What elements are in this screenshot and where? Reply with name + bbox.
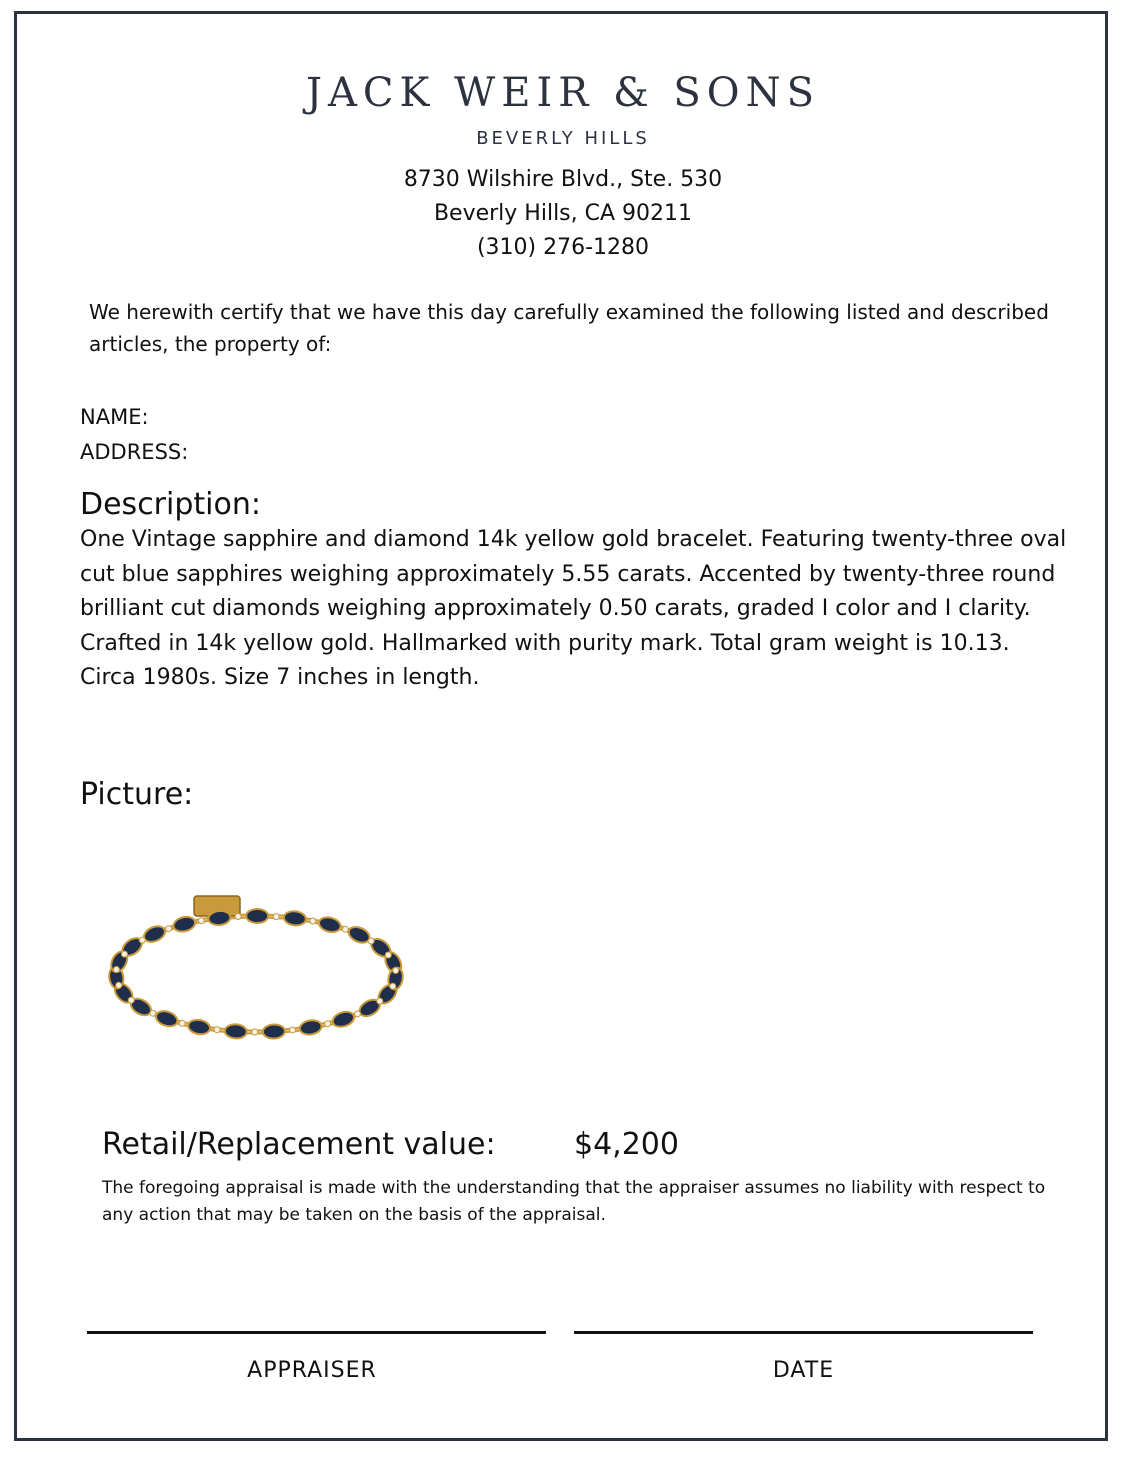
brand-location: BEVERLY HILLS bbox=[476, 128, 650, 149]
diamond-stone bbox=[198, 918, 204, 924]
diamond-stone bbox=[290, 1027, 296, 1033]
diamond-stone bbox=[150, 1010, 156, 1016]
diamond-stone bbox=[139, 937, 145, 943]
diamond-stone bbox=[325, 1021, 331, 1027]
phone-number: (310) 276-1280 bbox=[476, 235, 650, 260]
diamond-stone bbox=[116, 982, 122, 988]
diamond-stone bbox=[235, 914, 241, 920]
sapphire-stone bbox=[187, 1018, 211, 1036]
diamond-stone bbox=[214, 1027, 220, 1033]
value-label: Retail/Replacement value: bbox=[102, 1127, 496, 1162]
diamond-stone bbox=[342, 926, 348, 932]
appraiser-label: APPRAISER bbox=[247, 1358, 377, 1383]
value-amount: $4,200 bbox=[574, 1127, 679, 1162]
bracelet-photo bbox=[98, 882, 414, 1052]
diamond-stone bbox=[393, 968, 399, 974]
sapphire-stone bbox=[224, 1024, 247, 1039]
diamond-stone bbox=[252, 1029, 258, 1035]
diamond-stone bbox=[179, 1020, 185, 1026]
diamond-stone bbox=[273, 914, 279, 920]
name-label: NAME: bbox=[80, 405, 149, 429]
date-signature-line bbox=[574, 1331, 1033, 1334]
sapphire-stone bbox=[246, 909, 268, 923]
appraiser-signature-line bbox=[87, 1331, 546, 1334]
diamond-stone bbox=[310, 918, 316, 924]
diamond-stone bbox=[128, 997, 134, 1003]
diamond-stone bbox=[390, 983, 396, 989]
picture-heading: Picture: bbox=[80, 777, 194, 812]
sapphire-stone bbox=[142, 923, 168, 945]
address-label: ADDRESS: bbox=[80, 440, 189, 464]
diamond-stone bbox=[368, 938, 374, 944]
sapphire-stone bbox=[331, 1009, 356, 1029]
certification-statement: We herewith certify that we have this day carefully examined the following listed and described articles, the property of: bbox=[89, 300, 1049, 356]
sapphire-stone bbox=[299, 1019, 323, 1037]
diamond-stone bbox=[377, 998, 383, 1004]
sapphire-stone bbox=[283, 910, 307, 927]
diamond-stone bbox=[113, 967, 119, 973]
diamond-stone bbox=[166, 926, 172, 932]
address-line-1: 8730 Wilshire Blvd., Ste. 530 bbox=[403, 167, 723, 192]
date-label: DATE bbox=[772, 1358, 835, 1383]
sapphire-stone bbox=[154, 1009, 179, 1029]
sapphire-stone bbox=[263, 1024, 286, 1039]
diamond-stone bbox=[355, 1011, 361, 1017]
diamond-stone bbox=[385, 952, 391, 958]
description-heading: Description: bbox=[80, 487, 261, 522]
description-text: One Vintage sapphire and diamond 14k yellow gold bracelet. Featuring twenty-three oval cut blue sapphires weighing approximately 5.55 carats. Accented by twenty-three round brilliant cut diamonds weighing approximately 0.50 carats, graded I color and I clarity. Crafted in 14k yellow gold. Hallmarked with purity mark. Total gram weight is 10.13. Circa 1980s. Size 7 inches in length. bbox=[80, 527, 1067, 690]
diamond-stone bbox=[122, 951, 128, 957]
liability-disclaimer: The foregoing appraisal is made with the understanding that the appraiser assumes no liability with respect to any action that may be taken on the basis of the appraisal. bbox=[102, 1178, 1046, 1225]
brand-logo: JACK WEIR & SONS bbox=[306, 70, 820, 116]
sapphire-stone bbox=[317, 915, 342, 934]
sapphire-stone bbox=[172, 915, 197, 934]
address-line-2: Beverly Hills, CA 90211 bbox=[433, 201, 693, 226]
